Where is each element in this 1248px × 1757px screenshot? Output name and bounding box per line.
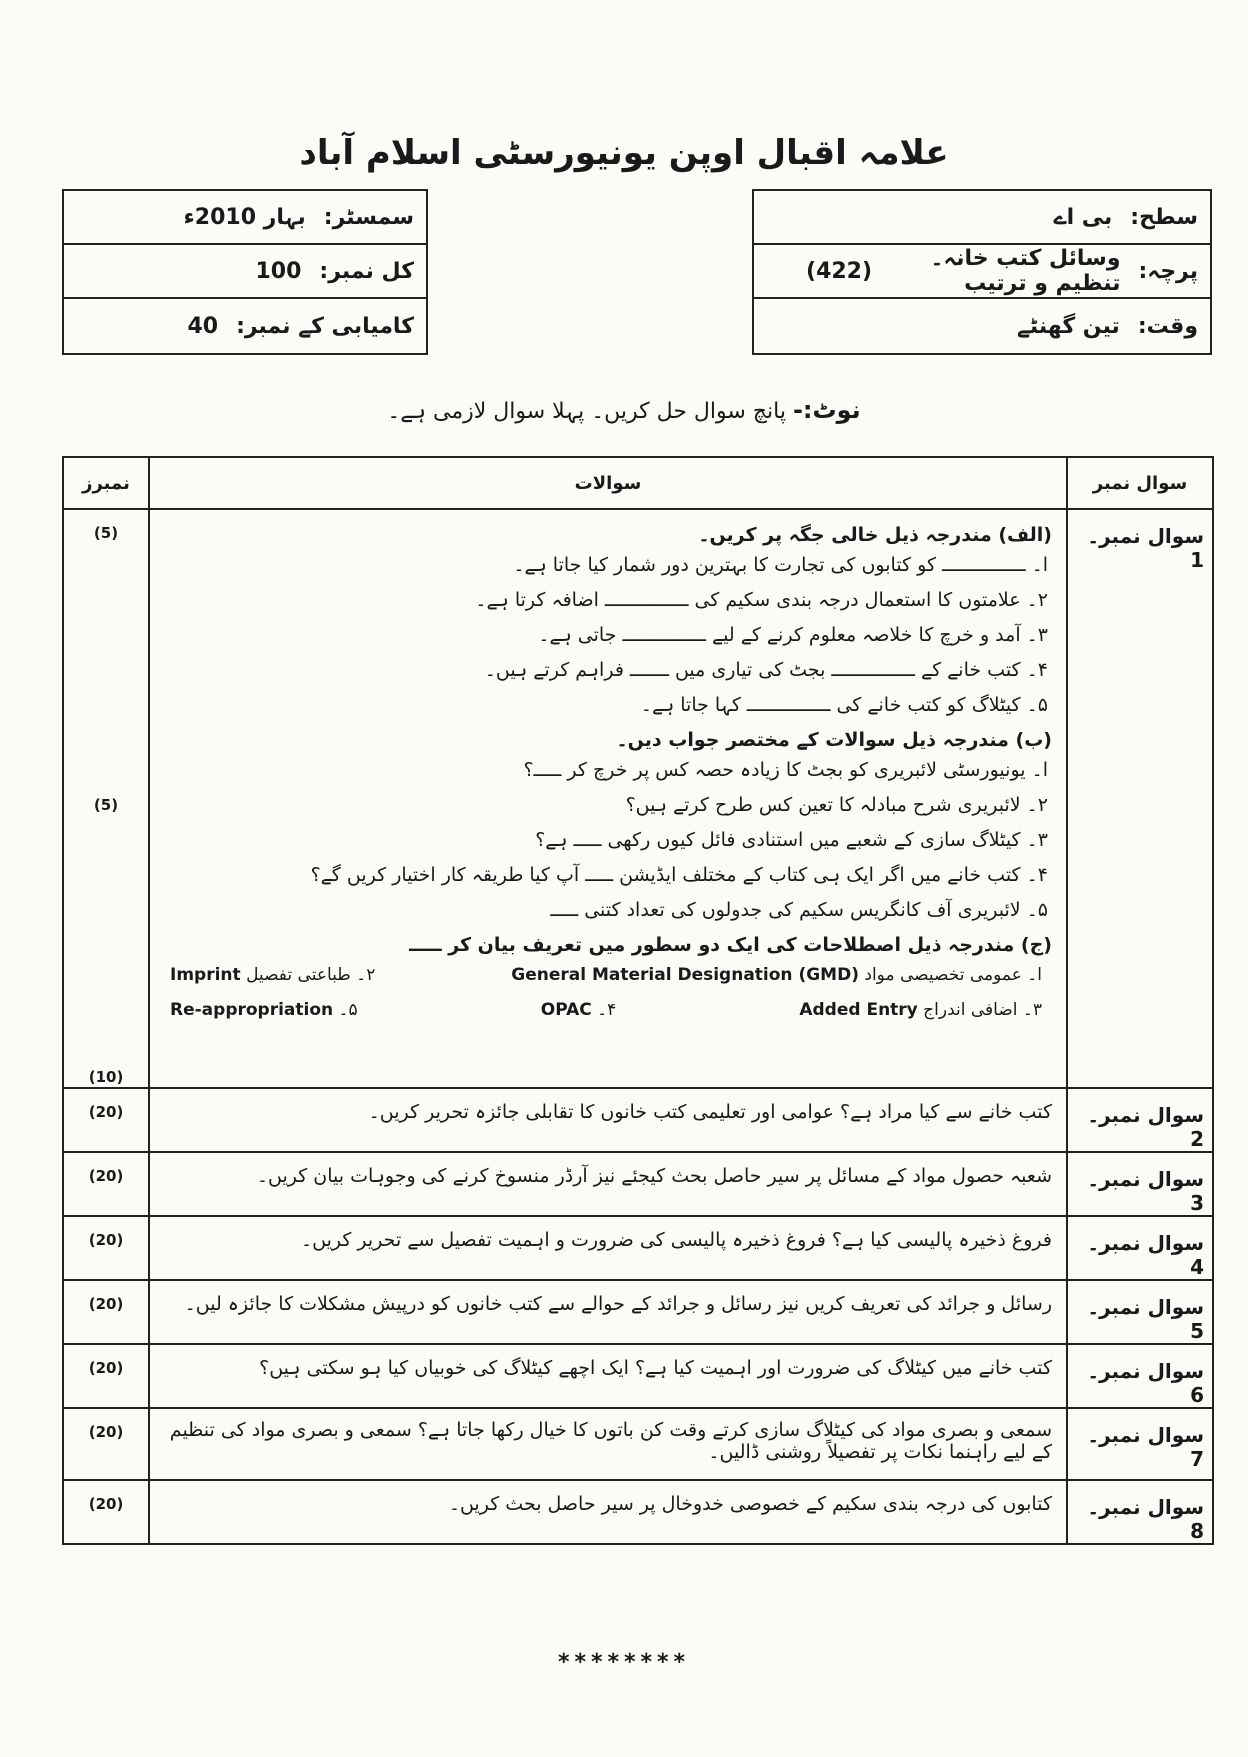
header-marks: نمبرز bbox=[63, 457, 149, 509]
q1-a-item-5: ۵۔ کیٹلاگ کو کتب خانے کی ـــــــــــــــ کہا جاتا ہے۔ bbox=[640, 694, 1048, 716]
question-3-text: شعبہ حصول مواد کے مسائل پر سیر حاصل بحث کیجئے نیز آرڈر منسوخ کرنے کی وجوہات بیان کریں۔ bbox=[149, 1152, 1067, 1216]
header-questions: سوالات bbox=[149, 457, 1067, 509]
term-reappropriation-english: Re-appropriation bbox=[170, 1000, 334, 1020]
term-imprint-urdu: ۲۔ طباعتی تفصیل bbox=[246, 965, 376, 985]
semester-value: بہار 2010ء bbox=[183, 204, 306, 230]
question-2-number: سوال نمبر۔ 2 bbox=[1067, 1088, 1213, 1152]
q1-part-c-head: (ج) مندرجہ ذیل اصطلاحات کی ایک دو سطور میں تعریف بیان کر ـــــ bbox=[409, 934, 1052, 956]
paper-label: پرچہ: bbox=[1138, 258, 1198, 284]
header-qno: سوال نمبر bbox=[1067, 457, 1213, 509]
level-label: سطح: bbox=[1130, 204, 1198, 230]
question-5-marks: (20) bbox=[63, 1280, 149, 1344]
total-marks-row bbox=[64, 245, 426, 299]
question-6-text: کتب خانے میں کیٹلاگ کی ضرورت اور اہمیت کیا ہے؟ ایک اچھے کیٹلاگ کی خوبیاں کیا ہو سکتی ہیں؟ bbox=[149, 1344, 1067, 1408]
q1-a-item-3: ۳۔ آمد و خرچ کا خلاصہ معلوم کرنے کے لیے ـــــــــــــــ جاتی ہے۔ bbox=[538, 624, 1048, 646]
term-imprint bbox=[170, 964, 375, 985]
q1-b-item-1: ا۔ یونیورسٹی لائبریری کو بجٹ کا زیادہ حصہ کس پر خرچ کر ـــــ؟ bbox=[523, 759, 1048, 781]
question-8-row bbox=[63, 1480, 1213, 1544]
table-header-row bbox=[63, 457, 1213, 509]
question-1-text bbox=[149, 509, 1067, 1088]
question-3-row bbox=[63, 1152, 1213, 1216]
question-7-number: سوال نمبر۔ 7 bbox=[1067, 1408, 1213, 1480]
q1-c-terms-row-2 bbox=[170, 999, 1042, 1020]
question-4-text: فروغ ذخیرہ پالیسی کیا ہے؟ فروغ ذخیرہ پالیسی کی ضرورت و اہمیت تفصیل سے تحریر کریں۔ bbox=[149, 1216, 1067, 1280]
question-6-row bbox=[63, 1344, 1213, 1408]
pass-marks-value: 40 bbox=[187, 313, 219, 339]
question-5-number: سوال نمبر۔ 5 bbox=[1067, 1280, 1213, 1344]
level-row bbox=[754, 191, 1210, 245]
time-row bbox=[754, 299, 1210, 353]
question-6-marks: (20) bbox=[63, 1344, 149, 1408]
question-4-row bbox=[63, 1216, 1213, 1280]
term-added-entry bbox=[799, 999, 1042, 1020]
question-8-text: کتابوں کی درجہ بندی سکیم کے خصوصی خدوخال پر سیر حاصل بحث کریں۔ bbox=[149, 1480, 1067, 1544]
time-label: وقت: bbox=[1137, 313, 1198, 339]
question-2-marks: (20) bbox=[63, 1088, 149, 1152]
term-gmd-urdu: ا۔ عمومی تخصیصی مواد bbox=[864, 965, 1042, 985]
term-opac bbox=[541, 999, 617, 1020]
q1-b-item-3: ۳۔ کیٹلاگ سازی کے شعبے میں استنادی فائل کیوں رکھی ـــــ ہے؟ bbox=[535, 829, 1048, 851]
term-reappropriation bbox=[170, 999, 358, 1020]
question-6-number: سوال نمبر۔ 6 bbox=[1067, 1344, 1213, 1408]
q1-part-b-head: (ب) مندرجہ ذیل سوالات کے مختصر جواب دیں۔ bbox=[616, 729, 1052, 751]
q1-a-item-2: ۲۔ علامتوں کا استعمال درجہ بندی سکیم کی ـــــــــــــــ اضافہ کرتا ہے۔ bbox=[475, 589, 1048, 611]
q1-part-a-marks: (5) bbox=[93, 524, 119, 542]
question-8-marks: (20) bbox=[63, 1480, 149, 1544]
question-4-marks: (20) bbox=[63, 1216, 149, 1280]
q1-a-item-4: ۴۔ کتب خانے کے ـــــــــــــــ بجٹ کی تیاری میں ـــــــ فراہم کرتے ہیں۔ bbox=[484, 659, 1048, 681]
q1-part-b-marks: (5) bbox=[93, 796, 119, 814]
question-1-row bbox=[63, 509, 1213, 1088]
term-reappropriation-urdu: ۵۔ bbox=[338, 1000, 358, 1020]
q1-a-item-1: ا۔ ـــــــــــــــ کو کتابوں کی تجارت کا بہترین دور شمار کیا جاتا ہے۔ bbox=[513, 554, 1048, 576]
q1-b-item-4: ۴۔ کتب خانے میں اگر ایک ہی کتاب کے مختلف ایڈیشن ـــــ آپ کیا طریقہ کار اختیار کریں گے؟ bbox=[310, 864, 1048, 886]
question-1-marks bbox=[63, 509, 149, 1088]
paper-value: وسائل کتب خانہ۔ تنظیم و ترتیب bbox=[930, 246, 1121, 296]
semester-label: سمسٹر: bbox=[323, 204, 414, 230]
term-opac-urdu: ۴۔ bbox=[597, 1000, 617, 1020]
question-7-row bbox=[63, 1408, 1213, 1480]
pass-marks-label: کامیابی کے نمبر: bbox=[236, 313, 414, 339]
questions-table bbox=[62, 456, 1214, 1545]
term-gmd bbox=[511, 964, 1042, 985]
semester-row bbox=[64, 191, 426, 245]
question-3-number: سوال نمبر۔ 3 bbox=[1067, 1152, 1213, 1216]
paper-info-box bbox=[752, 189, 1212, 355]
end-stars: ******** bbox=[557, 1650, 691, 1675]
total-marks-value: 100 bbox=[255, 258, 302, 284]
question-1-number: سوال نمبر۔ 1 bbox=[1067, 509, 1213, 1088]
q1-part-c-marks: (10) bbox=[88, 1068, 124, 1086]
term-gmd-english: General Material Designation (GMD) bbox=[511, 965, 859, 985]
question-2-row bbox=[63, 1088, 1213, 1152]
total-marks-label: کل نمبر: bbox=[319, 258, 414, 284]
question-7-marks: (20) bbox=[63, 1408, 149, 1480]
question-3-marks: (20) bbox=[63, 1152, 149, 1216]
term-opac-english: OPAC bbox=[540, 1000, 592, 1020]
q1-part-a-head: (الف) مندرجہ ذیل خالی جگہ پر کریں۔ bbox=[698, 524, 1052, 546]
paper-code: (422) bbox=[806, 258, 873, 284]
note-text: پانچ سوال حل کریں۔ پہلا سوال لازمی ہے۔ bbox=[387, 399, 786, 424]
question-2-text: کتب خانے سے کیا مراد ہے؟ عوامی اور تعلیمی کتب خانوں کا تقابلی جائزہ تحریر کریں۔ bbox=[149, 1088, 1067, 1152]
instruction-note bbox=[0, 396, 1248, 424]
question-5-text: رسائل و جرائد کی تعریف کریں نیز رسائل و جرائد کے حوالے سے کتب خانوں کو درپیش مشکلات کا جائزہ لیں۔ bbox=[149, 1280, 1067, 1344]
q1-b-item-5: ۵۔ لائبریری آف کانگریس سکیم کی جدولوں کی تعداد کتنی ـــــ bbox=[550, 899, 1048, 921]
question-5-row bbox=[63, 1280, 1213, 1344]
time-value: تین گھنٹے bbox=[1016, 313, 1120, 339]
term-imprint-english: Imprint bbox=[170, 965, 241, 985]
pass-marks-row bbox=[64, 299, 426, 353]
question-8-number: سوال نمبر۔ 8 bbox=[1067, 1480, 1213, 1544]
term-added-entry-urdu: ۳۔ اضافی اندراج bbox=[923, 1000, 1042, 1020]
university-title: علامہ اقبال اوپن یونیورسٹی اسلام آباد bbox=[299, 133, 949, 173]
semester-info-box bbox=[62, 189, 428, 355]
question-7-text: سمعی و بصری مواد کی کیٹلاگ سازی کرتے وقت کن باتوں کا خیال رکھا جاتا ہے؟ سمعی و بصری مواد کی تنظیم کے لیے راہنما نکات پر تفصیلاً روشنی ڈالیں۔ bbox=[149, 1408, 1067, 1480]
q1-b-item-2: ۲۔ لائبریری شرح مبادلہ کا تعین کس طرح کرتے ہیں؟ bbox=[625, 794, 1048, 816]
q1-c-terms-row-1 bbox=[170, 964, 1042, 985]
term-added-entry-english: Added Entry bbox=[799, 1000, 918, 1020]
note-label: نوٹ:- bbox=[792, 396, 861, 424]
paper-row bbox=[754, 245, 1210, 299]
question-4-number: سوال نمبر۔ 4 bbox=[1067, 1216, 1213, 1280]
level-value: بی اے bbox=[1053, 204, 1113, 230]
